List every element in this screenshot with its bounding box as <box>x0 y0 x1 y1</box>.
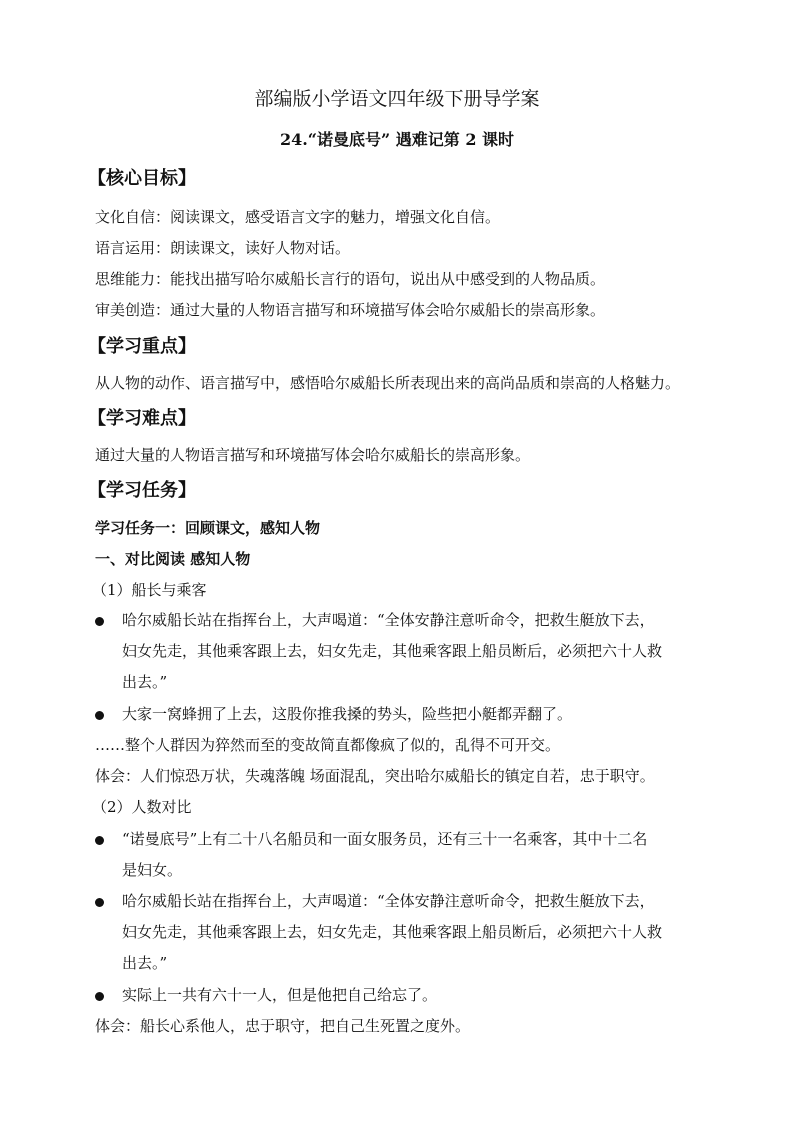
core-goal-item: 文化自信：阅读课文，感受语言文字的魅力，增强文化自信。 <box>95 208 501 226</box>
list-item-continuation: 妇女先走，其他乘客跟上去，妇女先走，其他乘客跟上船员断后，必须把六十人救 <box>122 642 663 660</box>
document-page: 部编版小学语文四年级下册导学案 24.“诺曼底号” 遇难记第 2 课时 【核心目标】 文化自信：阅读课文，感受语言文字的魅力，增强文化自信。 语言运用：朗读课文，读好人物对话。 思维能力：能找出描写哈尔威船长言行的语句，说出从中感受到的人物品质。 审美创造：通过大量的人物语言描写和环境描写体会哈尔威船长的崇高形象。 【学习重点】 从人物的动作、语言描写中，感悟哈尔威船长所表现出来的高尚品质和崇高的人格魅力。 【学习难点】 通过大量的人物语言描写和环境描写体会哈尔威船长的崇高形象。 【学习任务】 学习任务一：回顾课文，感知人物 一、对比阅读 感知人物 （1）船长与乘客 哈尔威船长站在指挥台上，大声喝道：“全体安静注意听命令，把救生艇放下去， 妇女先走，其他乘客跟上去，妇女先走，其他乘客跟上船员断后，必须把六十人救 出去。” 大家一窝蜂拥了上去，这股你推我搡的势头，险些把小艇都弄翻了。 ……整个人群因为猝然而至的变故简直都像疯了似的，乱得不可开交。 体会：人们惊恐万状，失魂落魄 场面混乱，突出哈尔威船长的镇定自若，忠于职守。 （2）人数对比 “诺曼底号”上有二十八名船员和一面女服务员，还有三十一名乘客，其中十二名 是妇女。 哈尔威船长站在指挥台上，大声喝道：“全体安静注意听命令，把救生艇放下去， 妇女先走，其他乘客跟上去，妇女先走，其他乘客跟上船员断后，必须把六十人救 出去。” 实际上一共有六十一人，但是他把自己给忘了。 体会：船长心系他人，忠于职守，把自己生死置之度外。 <box>0 0 794 1123</box>
core-goal-item: 语言运用：朗读课文，读好人物对话。 <box>95 239 351 257</box>
bullet-icon <box>95 992 104 1001</box>
bullet-icon <box>95 836 104 845</box>
list-item-continuation: 妇女先走，其他乘客跟上去，妇女先走，其他乘客跟上船员断后，必须把六十人救 <box>122 923 663 941</box>
key-points-text: 从人物的动作、语言描写中，感悟哈尔威船长所表现出来的高尚品质和崇高的人格魅力。 <box>95 374 681 392</box>
core-goals-heading: 【核心目标】 <box>88 168 196 189</box>
part1-title: （1）船长与乘客 <box>92 581 207 599</box>
part1-ellipsis-text: ……整个人群因为猝然而至的变故简直都像疯了似的，乱得不可开交。 <box>95 736 561 754</box>
bullet-icon <box>95 617 104 626</box>
lesson-title: 24.“诺曼底号” 遇难记第 2 课时 <box>279 130 515 149</box>
section1-title: 一、对比阅读 感知人物 <box>95 550 251 568</box>
list-item-continuation: 出去。” <box>122 673 168 691</box>
core-goal-item: 审美创造：通过大量的人物语言描写和环境描写体会哈尔威船长的崇高形象。 <box>95 301 606 319</box>
difficulties-heading: 【学习难点】 <box>88 408 196 429</box>
list-item-continuation: 是妇女。 <box>122 861 183 879</box>
document-title: 部编版小学语文四年级下册导学案 <box>254 88 540 110</box>
part2-insight: 体会：船长心系他人，忠于职守，把自己生死置之度外。 <box>95 1017 471 1035</box>
part2-title: （2）人数对比 <box>92 798 192 816</box>
task1-title: 学习任务一：回顾课文，感知人物 <box>95 519 321 537</box>
bullet-icon <box>95 711 104 720</box>
tasks-heading: 【学习任务】 <box>88 480 196 501</box>
key-points-heading: 【学习重点】 <box>88 336 196 357</box>
list-item-continuation: 出去。” <box>122 954 168 972</box>
difficulties-text: 通过大量的人物语言描写和环境描写体会哈尔威船长的崇高形象。 <box>95 446 531 464</box>
core-goal-item: 思维能力：能找出描写哈尔威船长言行的语句，说出从中感受到的人物品质。 <box>95 270 606 288</box>
part1-insight: 体会：人们惊恐万状，失魂落魄 场面混乱，突出哈尔威船长的镇定自若，忠于职守。 <box>95 767 655 785</box>
bullet-icon <box>95 898 104 907</box>
